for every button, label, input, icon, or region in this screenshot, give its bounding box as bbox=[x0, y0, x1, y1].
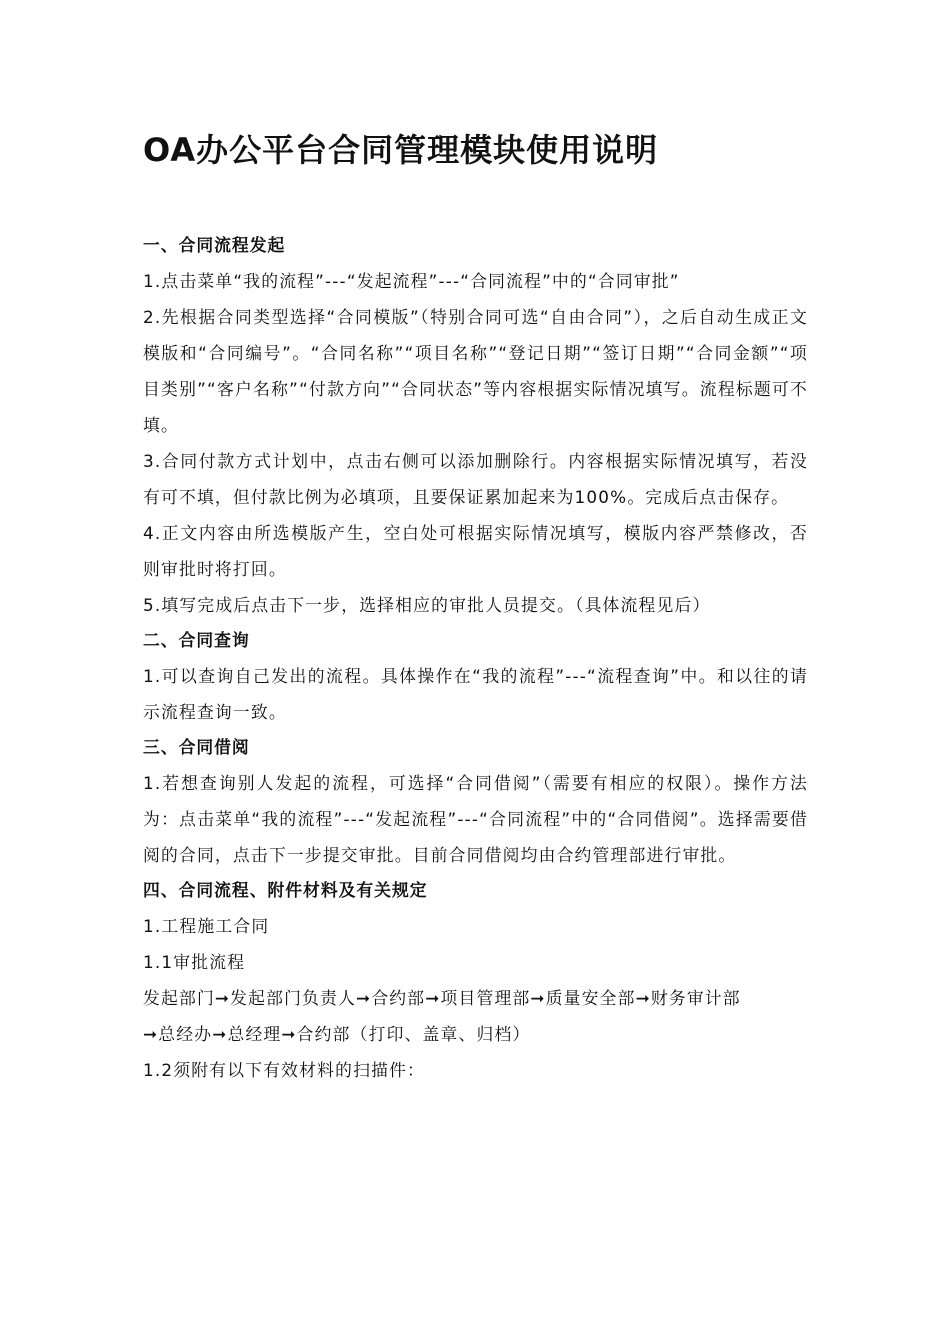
document-title: OA办公平台合同管理模块使用说明 bbox=[143, 131, 659, 169]
paragraph: 2.先根据合同类型选择“合同模版”（特别合同可选“自由合同”），之后自动生成正文模版和“合同编号”。“合同名称”“项目名称”“登记日期”“签订日期”“合同金额”“项目类别”“客户名称”“付款方向”“合同状态”等内容根据实际情况填写。流程标题可不填。 bbox=[143, 307, 808, 435]
paragraph: 1.1审批流程 bbox=[143, 952, 246, 972]
section-contract-initiation bbox=[143, 228, 808, 623]
paragraph: 1.点击菜单“我的流程”---“发起流程”---“合同流程”中的“合同审批” bbox=[143, 271, 680, 291]
section-heading: 一、合同流程发起 bbox=[143, 235, 286, 255]
section-contract-query bbox=[143, 623, 808, 730]
document-body bbox=[143, 228, 808, 1088]
section-heading: 四、合同流程、附件材料及有关规定 bbox=[143, 880, 428, 900]
paragraph: 1.2须附有以下有效材料的扫描件： bbox=[143, 1060, 426, 1080]
section-process-and-rules bbox=[143, 873, 808, 1088]
paragraph: 1.工程施工合同 bbox=[143, 916, 270, 936]
paragraph: 1.若想查询别人发起的流程，可选择“合同借阅”（需要有相应的权限）。操作方法为：点击菜单“我的流程”---“发起流程”---“合同流程”中的“合同借阅”。选择需要借阅的合同，点击下一步提交审批。目前合同借阅均由合约管理部进行审批。 bbox=[143, 773, 808, 865]
section-heading: 二、合同查询 bbox=[143, 630, 250, 650]
paragraph: 5.填写完成后点击下一步，选择相应的审批人员提交。（具体流程见后） bbox=[143, 595, 711, 615]
section-contract-borrowing bbox=[143, 730, 808, 873]
approval-flow-line: ➞总经办➞总经理➞合约部（打印、盖章、归档） bbox=[143, 1024, 531, 1044]
paragraph: 1.可以查询自己发出的流程。具体操作在“我的流程”---“流程查询”中。和以往的请示流程查询一致。 bbox=[143, 666, 808, 722]
paragraph: 3.合同付款方式计划中，点击右侧可以添加删除行。内容根据实际情况填写，若没有可不填，但付款比例为必填项，且要保证累加起来为100%。完成后点击保存。 bbox=[143, 451, 808, 507]
approval-flow-line: 发起部门➞发起部门负责人➞合约部➞项目管理部➞质量安全部➞财务审计部 bbox=[143, 988, 741, 1008]
section-heading: 三、合同借阅 bbox=[143, 737, 250, 757]
paragraph: 4.正文内容由所选模版产生，空白处可根据实际情况填写，模版内容严禁修改，否则审批时将打回。 bbox=[143, 523, 808, 579]
